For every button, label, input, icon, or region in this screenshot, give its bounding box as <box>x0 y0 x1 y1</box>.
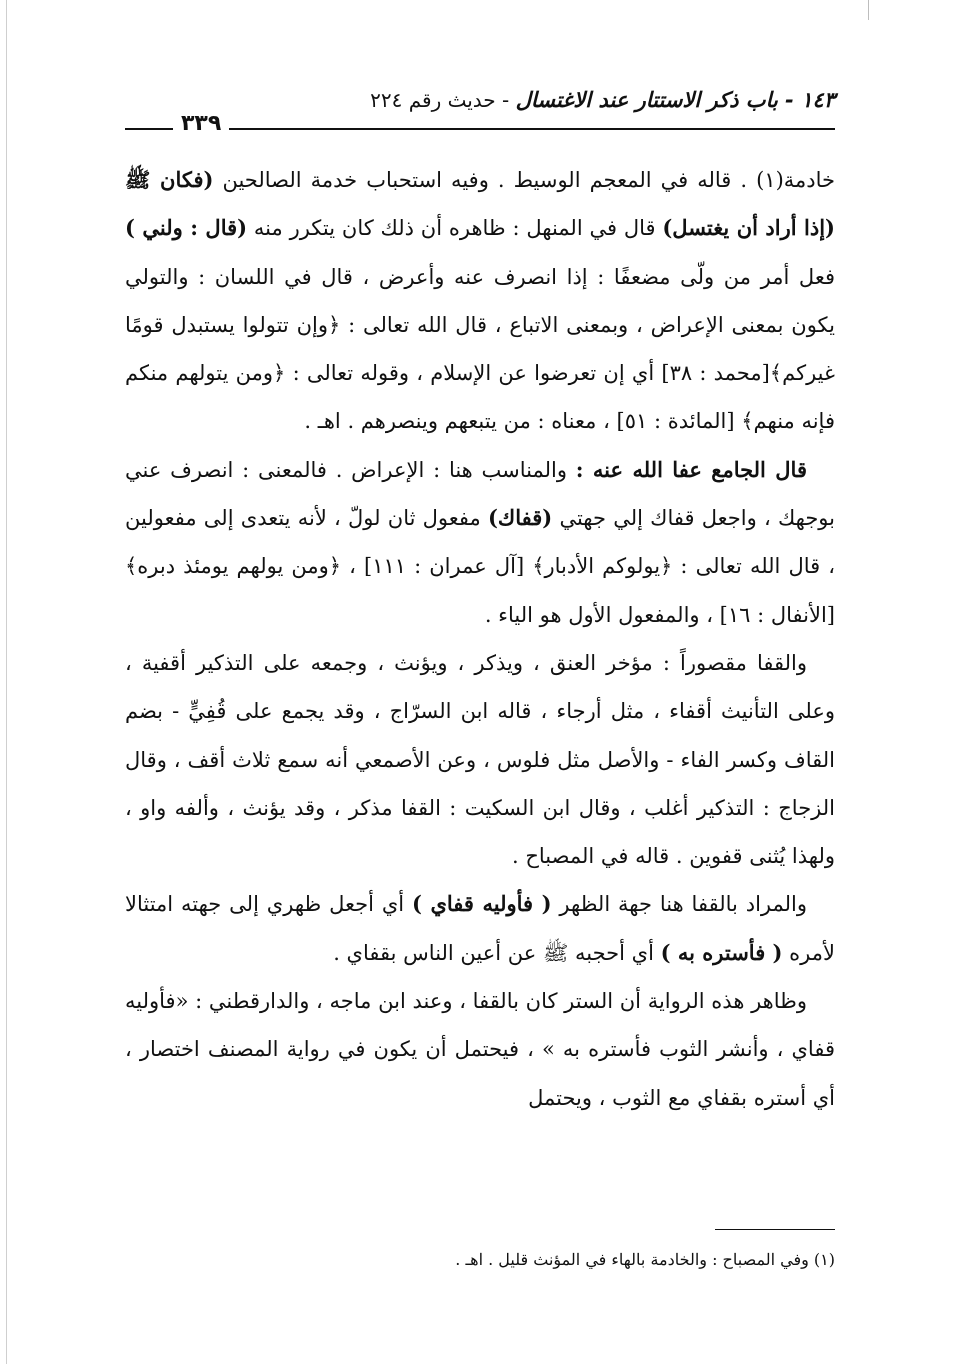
paragraph-1 <box>125 156 835 446</box>
chapter-title-text: ١٤٣ - باب ذكر الاستتار عند الاغتسال <box>515 88 835 112</box>
running-header <box>125 88 835 138</box>
p4-quote-1: ( فأوليه قفاي ) <box>412 891 552 917</box>
p4-text-d: أي أحجبه ﷺ عن أعين الناس بقفاي . <box>333 940 661 965</box>
p4-text-c: أي أجعل ظهري إلى جهته امتثالا لأمره <box>125 892 835 965</box>
p2-quote: (قفاك) <box>488 505 553 531</box>
p1-text-d: فعل أمر من ولّى مضعفًا : إذا انصرف عنه وأعرض ، قال في اللسان : والتولي يكون بمعنى الإعراض ، وبمعنى الاتباع ، قال الله تعالى : ﴿وإن تتولوا يستبدل قومًا غيركم﴾[محمد : ٣٨] أي إن تعرضوا عن الإسلام ، وقوله تعالى : ﴿ومن يتولهم منكم فإنه منهم﴾ [المائدة : ٥١] ، معناه : من يتبعهم وينصرهم . اهـ . <box>125 264 835 434</box>
page-number: ٣٣٩ <box>173 111 229 136</box>
paragraph-5: وظاهر هذه الرواية أن الستر كان بالقفا ، وعند ابن ماجه ، والدارقطني : «فأوليه قفاي ، وأنشر الثوب فأستره به » ، فيحتمل أن يكون في رواية المصنف اختصار ، أي أستره بقفاي مع الثوب ، ويحتمل <box>125 989 835 1110</box>
chapter-title <box>370 88 835 112</box>
p1-quote-1: (فكان ﷺ (إذا أراد أن يغتسل) <box>125 167 835 241</box>
main-text <box>125 156 835 1122</box>
p4-quote-2: ( فأستره به ) <box>660 939 783 965</box>
paragraph-4 <box>125 880 835 977</box>
p4-text-a: والمراد بالقفا هنا جهة الظهر <box>551 892 808 917</box>
scan-edge-left <box>6 0 7 1364</box>
p1-quote-2: (قال : ولني ) <box>125 215 248 241</box>
paragraph-3: والقفا مقصوراً : مؤخر العنق ، ويذكر ، ويؤنث ، وجمعه على التذكير أقفية ، وعلى التأنيث أقفاء ، مثل أرجاء ، قاله ابن السرّاج ، وقد يجمع على قُفِيٍّ - بضم القاف وكسر الفاء - والأصل مثل فلوس ، وعن الأصمعي أنه سمع ثلاث أقف ، وقال الزجاج : التذكير أغلب ، وقال ابن السكيت : القفا مذكر ، وقد يؤنث ، وألفه واو ، ولهذا يُثنى قفوين . قاله في المصباح . <box>125 650 835 869</box>
scan-edge-top <box>868 0 869 20</box>
footnote-rule <box>715 1229 835 1230</box>
paragraph-2 <box>125 446 835 639</box>
hadith-number: - حديث رقم ٢٢٤ <box>370 88 516 112</box>
header-rule <box>125 128 835 130</box>
p2-text-d: مفعول ثان لولّ ، لأنه يتعدى إلى مفعولين ، قال الله تعالى : ﴿يولوكم الأدبار﴾ [آل عمران : ١١١] ، ﴿ومن يولهم يومئذ دبره﴾[الأنفال : ١٦] ، والمفعول الأول هو الياء . <box>125 506 836 627</box>
p1-text-c: قال في المنهل : ظاهره أن ذلك كان يتكرر منه <box>247 216 663 241</box>
p2-heading: قال الجامع عفا الله عنه : <box>575 456 807 482</box>
p1-text-a: خادمة(١) . قاله في المعجم الوسيط . وفيه استحباب خدمة الصالحين <box>213 168 835 192</box>
p2-text-c: والمناسب هنا : الإعراض . فالمعنى : انصرف عني بوجهك ، واجعل قفاك إلي جهتي <box>125 457 836 531</box>
footnote: (١) وفي المصباح : والخادمة بالهاء في المؤنث قليل . اهـ . <box>455 1250 835 1269</box>
